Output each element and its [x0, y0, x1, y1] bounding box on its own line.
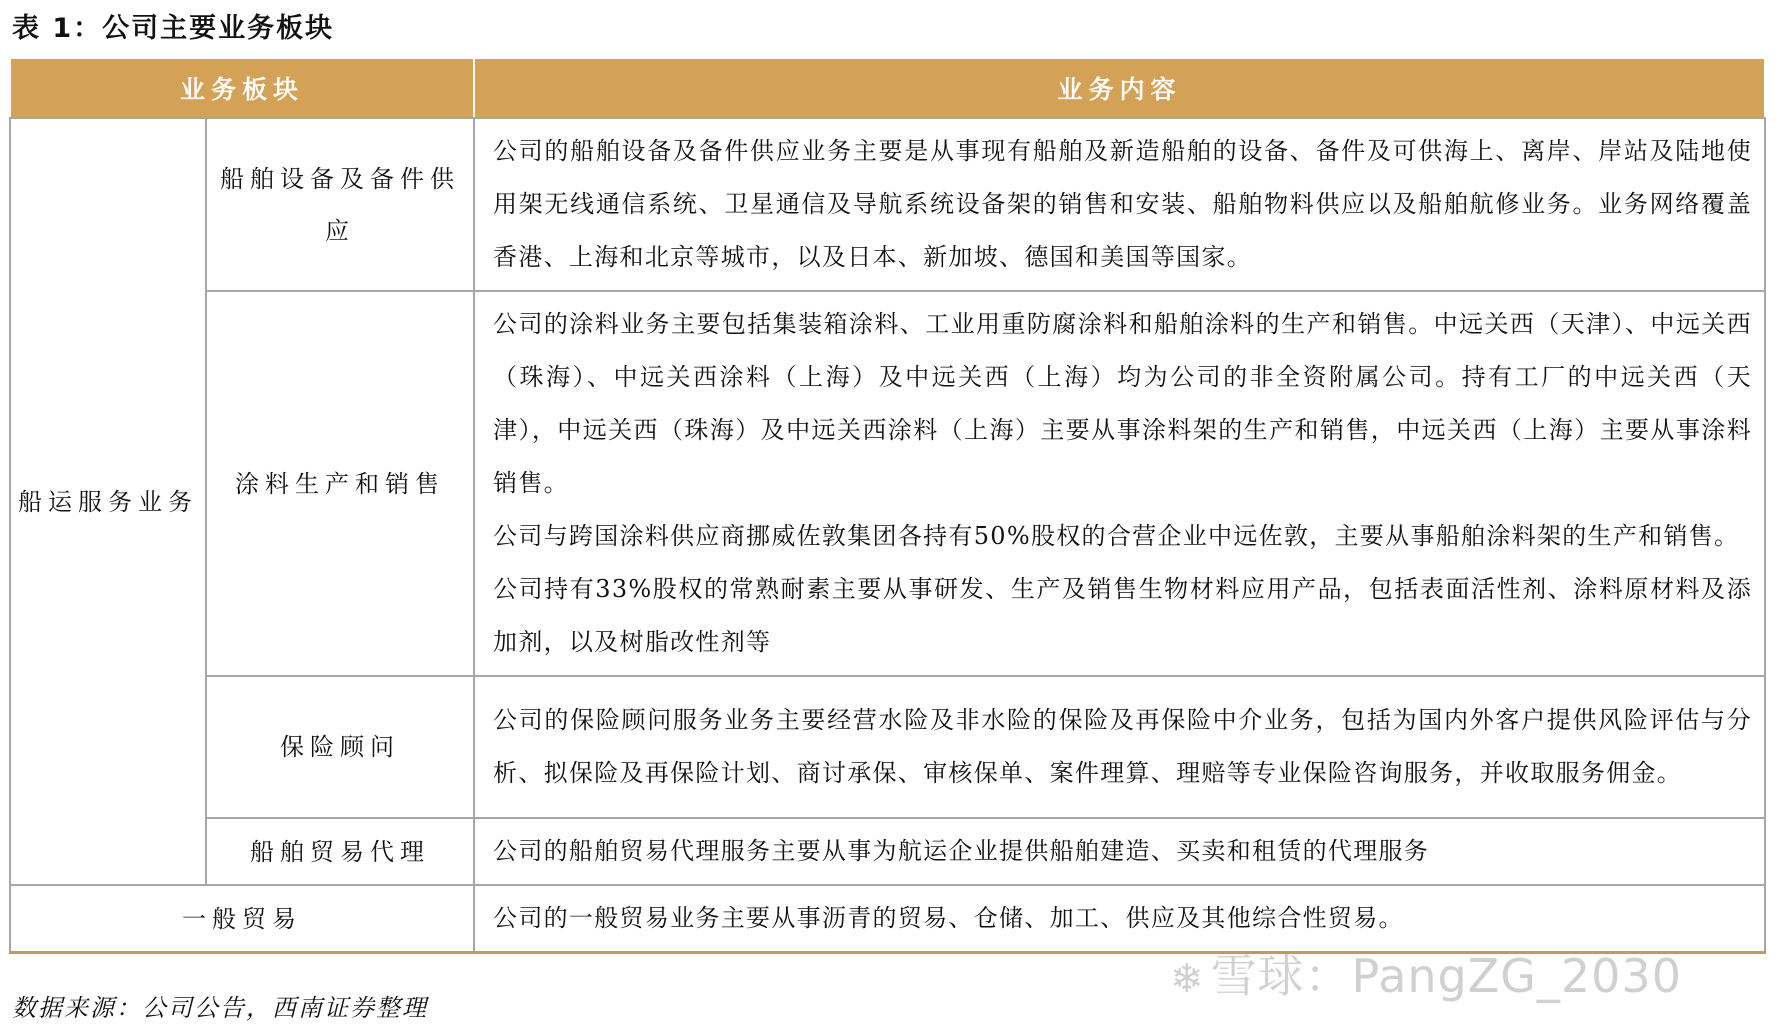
- content-paragraph: 公司的一般贸易业务主要从事沥青的贸易、仓储、加工、供应及其他综合性贸易。: [493, 904, 1404, 932]
- table-row: [10, 676, 1765, 818]
- content-paragraph: 公司的船舶设备及备件供应业务主要是从事现有船舶及新造船舶的设备、备件及可供海上、离岸、岸站及陆地使用架无线通信系统、卫星通信及导航系统设备架的销售和安装、船舶物料供应以及船舶航修业务。业务网络覆盖香港、上海和北京等城市，以及日本、新加坡、德国和美国等国家。: [493, 137, 1752, 271]
- category-shipping-services: 船运服务业务: [10, 118, 206, 885]
- content-ship-trading-agency: [474, 818, 1765, 885]
- content-coatings: [474, 291, 1765, 676]
- content-ship-equipment: [474, 118, 1765, 291]
- content-paragraph: 公司的船舶贸易代理服务主要从事为航运企业提供船舶建造、买卖和租赁的代理服务: [493, 837, 1430, 865]
- content-general-trading: [474, 885, 1765, 953]
- content-insurance-consulting: [474, 676, 1765, 818]
- table-row: [10, 118, 1765, 291]
- content-paragraph: 公司的涂料业务主要包括集装箱涂料、工业用重防腐涂料和船舶涂料的生产和销售。中远关西（天津）、中远关西（珠海）、中远关西涂料（上海）及中远关西（上海）均为公司的非全资附属公司。持有工厂的中远关西（天津），中远关西（珠海）及中远关西涂料（上海）主要从事涂料架的生产和销售，中远关西（上海）主要从事涂料销售。: [493, 310, 1752, 497]
- segment-insurance-consulting: 保险顾问: [206, 676, 474, 818]
- content-paragraph: 公司持有33%股权的常熟耐素主要从事研发、生产及销售生物材料应用产品，包括表面活性剂、涂料原材料及添加剂，以及树脂改性剂等: [493, 575, 1752, 656]
- table-header-row: [10, 58, 1765, 118]
- segment-ship-equipment: 船舶设备及备件供应: [206, 118, 474, 291]
- snowball-logo-icon: ❄: [1170, 956, 1205, 1002]
- table-row: [10, 885, 1765, 953]
- content-paragraph: 公司的保险顾问服务业务主要经营水险及非水险的保险及再保险中介业务，包括为国内外客户提供风险评估与分析、拟保险及再保险计划、商讨承保、审核保单、案件理算、理赔等专业保险咨询服务，并收取服务佣金。: [493, 706, 1752, 787]
- business-segments-table: [9, 57, 1766, 954]
- segment-coatings: 涂料生产和销售: [206, 291, 474, 676]
- watermark-text: 雪球：PangZG_2030: [1210, 949, 1682, 1003]
- table-row: [10, 291, 1765, 676]
- table-row: [10, 818, 1765, 885]
- header-segment: 业务板块: [10, 58, 474, 118]
- content-paragraph: 公司与跨国涂料供应商挪威佐敦集团各持有50%股权的合营企业中远佐敦，主要从事船舶涂料架的生产和销售。: [493, 522, 1740, 550]
- table-title: 表 1：公司主要业务板块: [12, 13, 335, 44]
- segment-ship-trading-agency: 船舶贸易代理: [206, 818, 474, 885]
- header-content: 业务内容: [474, 58, 1765, 118]
- segment-general-trading: 一般贸易: [10, 885, 474, 953]
- data-source-note: 数据来源：公司公告，西南证券整理: [12, 994, 428, 1022]
